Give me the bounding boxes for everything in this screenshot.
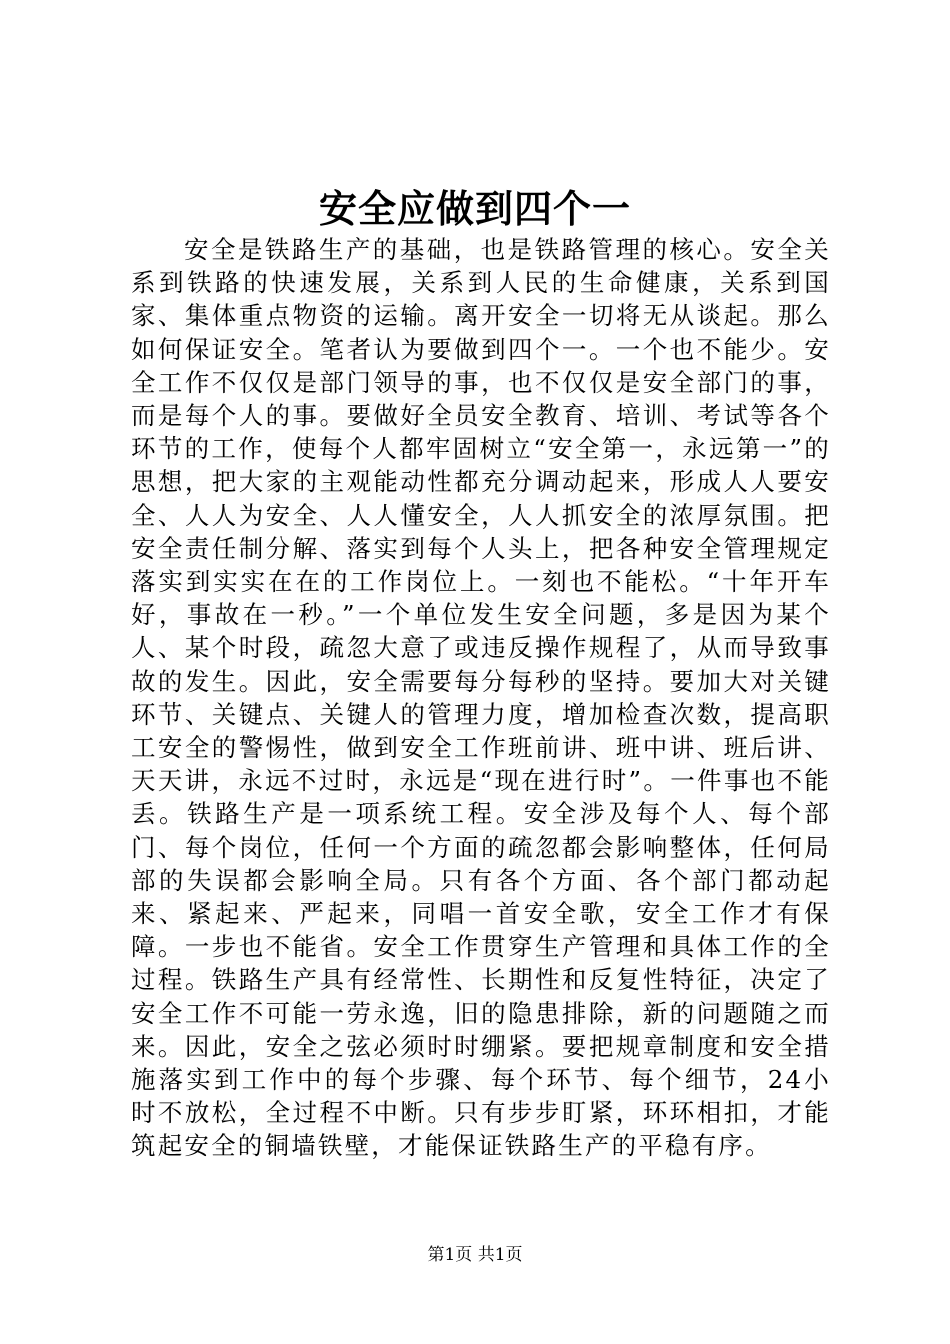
document-title: 安全应做到四个一	[318, 186, 631, 231]
body-paragraph: 安全是铁路生产的基础，也是铁路管理的核心。安全关系到铁路的快速发展，关系到人民的生命健康，关系到国家、集体重点物资的运输。离开安全一切将无从谈起。那么如何保证安全。笔者认为要做到四个一。一个也不能少。安全工作不仅仅是部门领导的事，也不仅仅是安全部门的事，而是每个人的事。要做好全员安全教育、培训、考试等各个环节的工作，使每个人都牢固树立“安全第一，永远第一”的思想，把大家的主观能动性都充分调动起来，形成人人要安全、人人为安全、人人懂安全，人人抓安全的浓厚氛围。把安全责任制分解、落实到每个人头上，把各种安全管理规定落实到实实在在的工作岗位上。一刻也不能松。“十年开车好，事故在一秒。”一个单位发生安全问题，多是因为某个人、某个时段，疏忽大意了或违反操作规程了，从而导致事故的发生。因此，安全需要每分每秒的坚持。要加大对关键环节、关键点、关键人的管理力度，增加检查次数，提高职工安全的警惕性，做到安全工作班前讲、班中讲、班后讲、天天讲，永远不过时，永远是“现在进行时”。一件事也不能丢。铁路生产是一项系统工程。安全涉及每个人、每个部门、每个岗位，任何一个方面的疏忽都会影响整体，任何局部的失误都会影响全局。只有各个方面、各个部门都动起来、紧起来、严起来，同唱一首安全歌，安全工作才有保障。一步也不能省。安全工作贯穿生产管理和具体工作的全过程。铁路生产具有经常性、长期性和反复性特征，决定了安全工作不可能一劳永逸，旧的隐患排除，新的问题随之而来。因此，安全之弦必须时时绷紧。要把规章制度和安全措施落实到工作中的每个步骤、每个环节、每个细节，24小时不放松，全过程不中断。只有步步盯紧，环环相扣，才能筑起安全的铜墙铁壁，才能保证铁路生产的平稳有序。	[131, 235, 831, 1161]
page-number: 第1页 共1页	[427, 1245, 523, 1265]
